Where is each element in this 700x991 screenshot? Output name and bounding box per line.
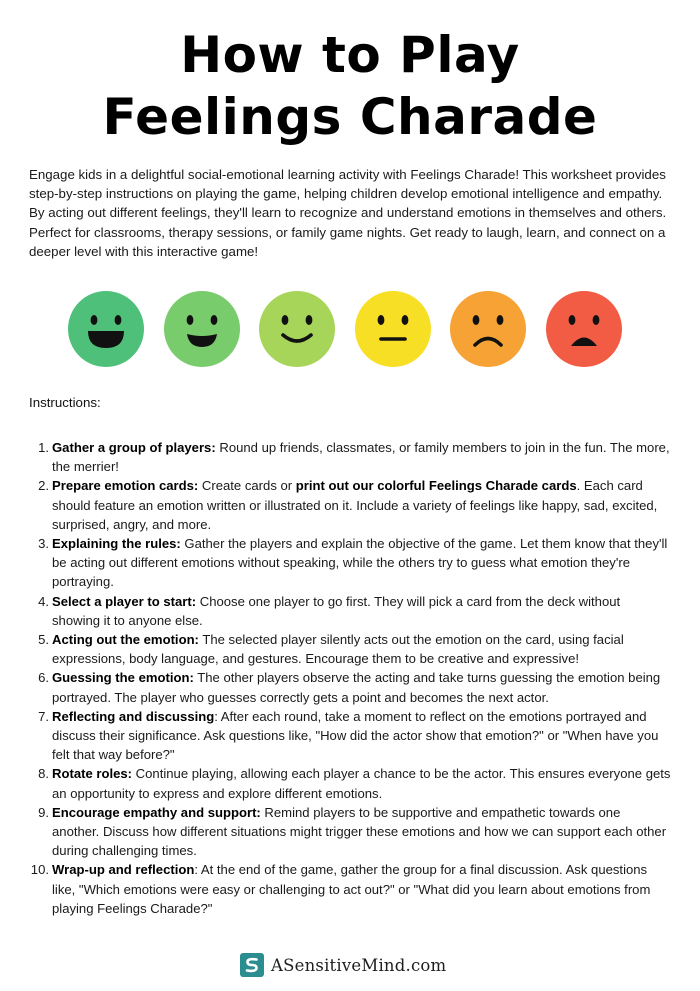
neutral-face-icon xyxy=(354,290,432,368)
instructions-heading: Instructions: xyxy=(29,395,101,410)
step-number: 4. xyxy=(38,593,49,609)
step-title: Rotate roles: xyxy=(52,766,133,782)
list-item xyxy=(29,592,671,630)
smiling-face-icon xyxy=(258,290,336,368)
list-item xyxy=(29,860,671,918)
happy-face-icon xyxy=(163,290,241,368)
instructions-list xyxy=(29,438,671,918)
sad-face-icon xyxy=(449,290,527,368)
step-text: The selected player silently acts out the emotion on the card, using facial expressions, body language, and gestures. Encourage them to be creative and expressive! xyxy=(52,632,624,667)
step-text: Round up friends, classmates, or family members to join in the fun. The more, the merrier! xyxy=(52,440,670,475)
page-title xyxy=(0,24,700,148)
step-title: Acting out the emotion: xyxy=(52,632,199,648)
site-name[interactable]: ASensitiveMind.com xyxy=(271,955,447,975)
emotion-faces-row xyxy=(67,290,623,368)
title-line-1: How to Play xyxy=(180,26,520,84)
step-title: Gather a group of players: xyxy=(52,440,216,455)
step-number: 6. xyxy=(38,670,49,686)
very-happy-face-icon xyxy=(67,290,145,368)
step-title: Wrap-up and reflection xyxy=(52,862,195,878)
very-sad-face-icon xyxy=(545,290,623,368)
intro-paragraph: Engage kids in a delightful social-emotional learning activity with Feelings Charade! This worksheet provides step-by-step instructions on playing the game, helping children develop emotional intelligence and empathy. By acting out different feelings, they'll learn to recognize and understand emotions in themselves and others. Perfect for classrooms, therapy sessions, or family game nights. Get ready to laugh, learn, and connect on a deeper level with this interactive game! xyxy=(29,167,667,259)
step-number: 7. xyxy=(38,708,49,724)
list-item xyxy=(29,803,671,861)
list-item xyxy=(29,764,671,802)
step-title: Prepare emotion cards: xyxy=(52,478,199,494)
step-text: . Each card should feature an emotion written or illustrated on it. Include a variety of feelings like happy, sad, excited, surprised, angry, and more. xyxy=(52,478,658,532)
step-text: Choose one player to go first. They will pick a card from the deck without showing it to anyone else. xyxy=(52,593,621,628)
list-item xyxy=(29,534,671,592)
step-text: Remind players to be supportive and empathetic towards one another. Discuss how different situations might trigger these emotions and how we can support each other during challenging times. xyxy=(52,804,667,859)
step-number: 2. xyxy=(38,478,49,494)
list-item xyxy=(29,668,671,706)
step-text: Create cards or xyxy=(198,478,296,494)
title-line-2: Feelings Charade xyxy=(102,88,598,146)
step-text: Continue playing, allowing each player a chance to be the actor. This ensures everyone gets an opportunity to express and explore different emotions. xyxy=(52,766,671,801)
list-item xyxy=(29,707,671,765)
step-number: 3. xyxy=(38,536,49,552)
step-title: Guessing the emotion: xyxy=(52,670,194,686)
step-number: 9. xyxy=(38,804,49,820)
cards-link[interactable]: print out our colorful Feelings Charade cards xyxy=(295,478,577,494)
step-title: Select a player to start: xyxy=(52,593,197,609)
step-text: The other players observe the acting and take turns guessing the emotion being portrayed. The player who guesses correctly gets a point and becomes the next actor. xyxy=(52,670,661,705)
step-text: : At the end of the game, gather the group for a final discussion. Ask questions like, "Which emotions were easy or challenging to act out?" or "What did you learn about emotions from playing Feelings Charade?" xyxy=(52,862,651,916)
list-item xyxy=(29,476,671,534)
step-text: Gather the players and explain the objective of the game. Let them know that they'll be acting out different emotions without speaking, while the others try to guess what emotion they're portraying. xyxy=(52,536,668,590)
list-item xyxy=(29,438,671,476)
step-number: 1. xyxy=(38,440,49,455)
step-title: Encourage empathy and support: xyxy=(52,804,261,820)
step-title: Reflecting and discussing xyxy=(52,708,215,724)
brand-logo-icon xyxy=(240,953,264,977)
site-footer[interactable] xyxy=(240,951,446,979)
step-number: 8. xyxy=(38,766,49,782)
step-number: 5. xyxy=(38,632,49,648)
step-number: 10. xyxy=(30,862,49,878)
list-item xyxy=(29,630,671,668)
step-title: Explaining the rules: xyxy=(52,536,181,552)
step-text: : After each round, take a moment to reflect on the emotions portrayed and discuss their significance. Ask questions like, "How did the actor show that emotion?" or "When have you felt that way before?" xyxy=(52,708,659,763)
